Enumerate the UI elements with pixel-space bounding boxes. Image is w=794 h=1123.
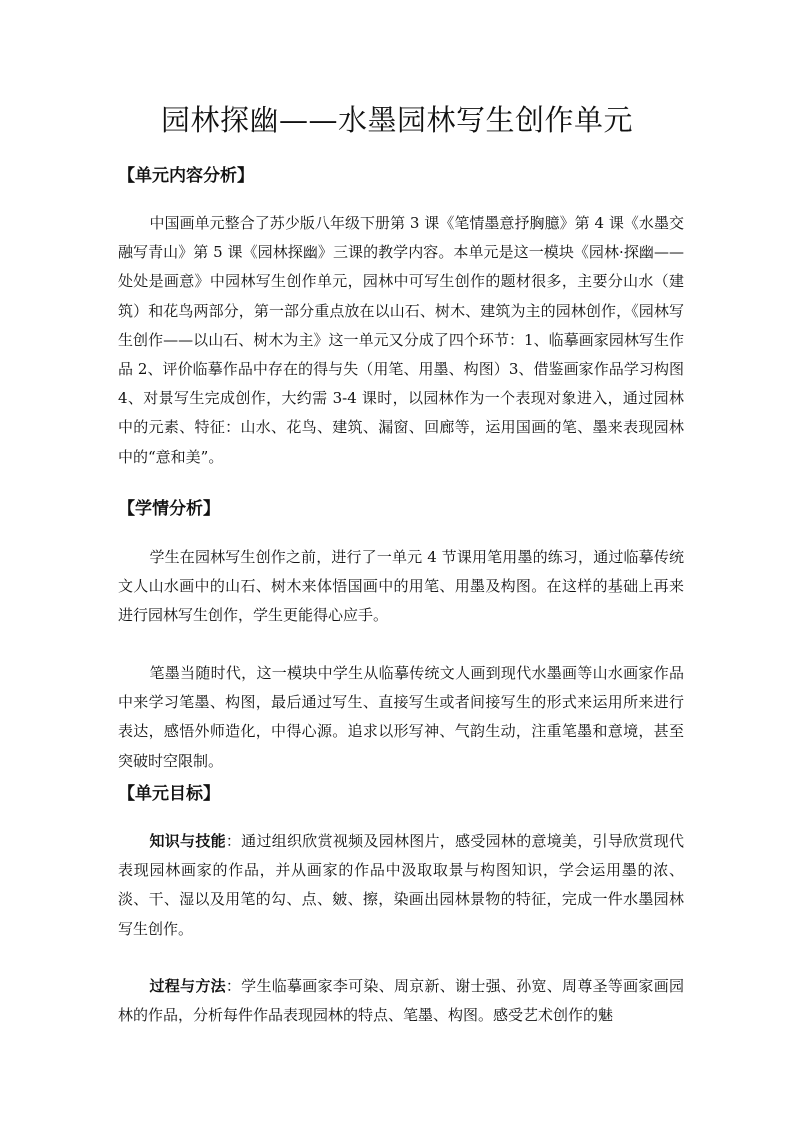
goal-text-process: ：学生临摹画家李可染、周京新、谢士强、孙宽、周尊圣等画家画园林的作品，分析每件作品表现园林的特点、笔墨、构图。感受艺术创作的魅 <box>118 977 684 1025</box>
paragraph-student-analysis-2: 笔墨当随时代，这一模块中学生从临摹传统文人画到现代水墨画等山水画家作品中来学习笔墨、构图，最后通过写生、直接写生或者间接写生的形式来运用所来进行表达，感悟外师造化，中得心源。追求以形写神、气韵生动，注重笔墨和意境，甚至突破时空限制。 <box>118 664 684 770</box>
goal-lead-process: 过程与方法 <box>149 977 226 995</box>
document-title: 园林探幽——水墨园林写生创作单元 <box>160 103 633 137</box>
paragraph-student-analysis-1: 学生在园林写生创作之前，进行了一单元 4 节课用笔用墨的练习，通过临摹传统文人山水画中的山石、树木来体悟国画中的用笔、用墨及构图。在这样的基础上再来进行园林写生创作，学生更能得心应手。 <box>118 548 684 625</box>
section-heading-content-analysis: 【单元内容分析】 <box>118 166 254 186</box>
goal-lead-knowledge: 知识与技能 <box>149 832 226 850</box>
section-heading-student-analysis: 【学情分析】 <box>118 499 220 519</box>
paragraph-goal-knowledge <box>118 827 684 944</box>
goal-text-knowledge: ：通过组织欣赏视频及园林图片，感受园林的意境美，引导欣赏现代表现园林画家的作品，并从画家的作品中汲取取景与构图知识，学会运用墨的浓、淡、干、湿以及用笔的勾、点、皴、擦，染画出园林景物的特征，完成一件水墨园林写生创作。 <box>118 832 684 938</box>
section-heading-unit-goals: 【单元目标】 <box>118 784 220 804</box>
paragraph-goal-process <box>118 972 684 1030</box>
paragraph-content-analysis: 中国画单元整合了苏少版八年级下册第 3 课《笔情墨意抒胸臆》第 4 课《水墨交融写青山》第 5 课《园林探幽》三课的教学内容。本单元是这一模块《园林·探幽——处处是画意》中园林写生创作单元，园林中可写生创作的题材很多，主要分山水（建筑）和花鸟两部分，第一部分重点放在以山石、树木、建筑为主的园林创作，《园林写生创作——以山石、树木为主》这一单元又分成了四个环节：1、临摹画家园林写生作品 2、评价临摹作品中存在的得与失（用笔、用墨、构图）3、借鉴画家作品学习构图 4、对景写生完成创作，大约需 3-4 课时，以园林作为一个表现对象进入，通过园林中的元素、特征：山水、花鸟、建筑、漏窗、回廊等，运用国画的笔、墨来表现园林中的“意和美”。 <box>118 214 684 466</box>
